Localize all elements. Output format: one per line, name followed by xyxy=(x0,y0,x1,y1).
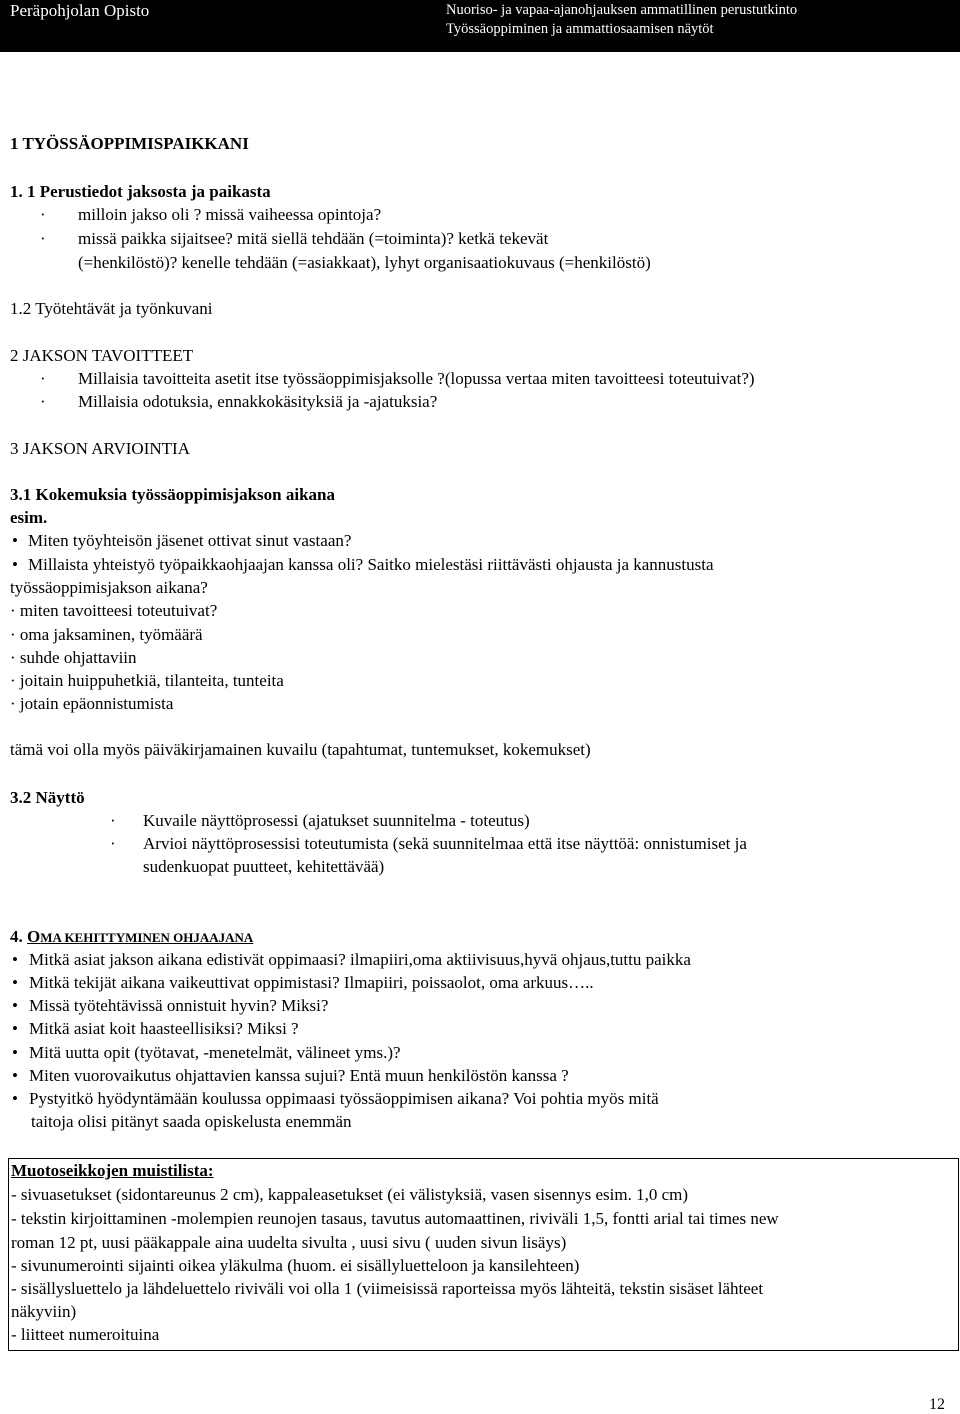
section2-line: Millaisia odotuksia, ennakkokäsityksiä ja -ajatuksia? xyxy=(78,392,438,411)
section3-bullet-continuation: työssäoppimisjakson aikana? xyxy=(10,578,208,597)
bullet-dot: · xyxy=(110,834,116,853)
checklist-heading: Muotoseikkojen muistilista: xyxy=(11,1161,214,1180)
bullet-dot: · xyxy=(110,811,116,830)
section4-bullet: Mitkä asiat jakson aikana edistivät oppimaasi? ilmapiiri,oma aktiivisuus,hyvä ohjaus,tuttu paikka xyxy=(29,950,691,969)
bullet-icon: • xyxy=(12,1089,18,1108)
bullet-icon: • xyxy=(12,996,18,1015)
section3-dot-line: · joitain huippuhetkiä, tilanteita, tunteita xyxy=(10,671,284,690)
section4-continuation: taitoja olisi pitänyt saada opiskelusta enemmän xyxy=(31,1112,352,1131)
bullet-icon: • xyxy=(12,1043,18,1062)
section3-bullet: Miten työyhteisön jäsenet ottivat sinut vastaan? xyxy=(28,531,352,550)
page-header xyxy=(0,0,960,52)
checklist-line: - tekstin kirjoittaminen -molempien reunojen tasaus, tavutus automaattinen, riviväli 1,5, fontti arial tai times new xyxy=(11,1209,779,1228)
section3-sub2-line: Kuvaile näyttöprosessi (ajatukset suunnitelma - toteutus) xyxy=(143,811,530,830)
section4-bullet: Pystyitkö hyödyntämään koulussa oppimaasi työssäoppimisen aikana? Voi pohtia myös mitä xyxy=(29,1089,659,1108)
section1-sub2-heading: 1.2 Työtehtävät ja työnkuvani xyxy=(10,299,213,318)
bullet-icon: • xyxy=(12,531,18,550)
bullet-dot: · xyxy=(40,392,46,411)
section3-dot-line: · jotain epäonnistumista xyxy=(10,694,174,713)
bullet-icon: • xyxy=(12,1019,18,1038)
section3-bullet: Millaista yhteistyö työpaikkaohjaajan kanssa oli? Saitko mielestäsi riittävästi ohjausta ja kannustusta xyxy=(28,555,714,574)
section3-sub2-heading: 3.2 Näyttö xyxy=(10,788,85,807)
section3-dot-line: · suhde ohjattaviin xyxy=(10,648,137,667)
section1-sub1-heading: 1. 1 Perustiedot jaksosta ja paikasta xyxy=(10,182,271,201)
section4-bullet: Miten vuorovaikutus ohjattavien kanssa sujui? Entä muun henkilöstön kanssa ? xyxy=(29,1066,569,1085)
header-title-line2: Työssäoppiminen ja ammattiosaamisen näytöt xyxy=(446,21,714,37)
section3-dot-line: · oma jaksaminen, työmäärä xyxy=(10,625,203,644)
checklist-line: - liitteet numeroituina xyxy=(11,1325,160,1344)
section4-heading: 4. OMA KEHITTYMINEN OHJAAJANA xyxy=(10,927,254,946)
section3-sub2-line: Arvioi näyttöprosessisi toteutumista (sekä suunnitelmaa että itse näyttöä: onnistumiset ja xyxy=(143,834,747,853)
section1-line: (=henkilöstö)? kenelle tehdään (=asiakkaat), lyhyt organisaatiokuvaus (=henkilöstö) xyxy=(78,253,651,272)
section4-bullet: Missä työtehtävissä onnistuit hyvin? Miksi? xyxy=(29,996,329,1015)
checklist-line: näkyviin) xyxy=(11,1302,77,1321)
section3-heading: 3 JAKSON ARVIOINTIA xyxy=(10,439,190,458)
bullet-dot: · xyxy=(40,205,46,224)
checklist-line: roman 12 pt, uusi pääkappale aina uudelta sivulta , uusi sivu ( uuden sivun lisäys) xyxy=(11,1233,567,1252)
section2-line: Millaisia tavoitteita asetit itse työssäoppimisjaksolle ?(lopussa vertaa miten tavoitteesi toteutuivat?) xyxy=(78,369,755,388)
bullet-dot: · xyxy=(40,369,46,388)
section1-heading: 1 TYÖSSÄOPPIMISPAIKKANI xyxy=(10,134,249,153)
section4-bullet: Mitä uutta opit (työtavat, -menetelmät, välineet yms.)? xyxy=(29,1043,401,1062)
page-number: 12 xyxy=(929,1396,945,1413)
section1-line: missä paikka sijaitsee? mitä siellä tehdään (=toiminta)? ketkä tekevät xyxy=(78,229,549,248)
section2-heading: 2 JAKSON TAVOITTEET xyxy=(10,346,194,365)
section1-line: milloin jakso oli ? missä vaiheessa opintoja? xyxy=(78,205,382,224)
section4-bullet: Mitkä tekijät aikana vaikeuttivat oppimistasi? Ilmapiiri, poissaolot, oma arkuus….. xyxy=(29,973,594,992)
bullet-icon: • xyxy=(12,1066,18,1085)
section3-sub1-heading: 3.1 Kokemuksia työssäoppimisjakson aikana xyxy=(10,485,335,504)
bullet-dot: · xyxy=(40,229,46,248)
checklist-line: - sivunumerointi sijainti oikea yläkulma (huom. ei sisällyluetteloon ja kansilehteen) xyxy=(11,1256,580,1275)
section4-bullet: Mitkä asiat koit haasteellisiksi? Miksi ? xyxy=(29,1019,299,1038)
header-title-line1: Nuoriso- ja vapaa-ajanohjauksen ammatillinen perustutkinto xyxy=(446,2,798,18)
bullet-icon: • xyxy=(12,973,18,992)
checklist-line: - sivuasetukset (sidontareunus 2 cm), kappaleasetukset (ei välistyksiä, vasen sisennys esim. 1,0 cm) xyxy=(11,1185,689,1204)
school-name: Peräpohjolan Opisto xyxy=(10,1,150,20)
bullet-icon: • xyxy=(12,950,18,969)
checklist-line: - sisällysluettelo ja lähdeluettelo riviväli voi olla 1 (viimeisissä raporteissa myös lähteitä, tekstin sisäset lähteet xyxy=(11,1279,764,1298)
diary-note: tämä voi olla myös päiväkirjamainen kuvailu (tapahtumat, tuntemukset, kokemukset) xyxy=(10,740,591,759)
section3-dot-line: · miten tavoitteesi toteutuivat? xyxy=(10,601,218,620)
bullet-icon: • xyxy=(12,555,18,574)
esim-label: esim. xyxy=(10,508,48,527)
section3-sub2-line: sudenkuopat puutteet, kehitettävää) xyxy=(143,857,385,876)
